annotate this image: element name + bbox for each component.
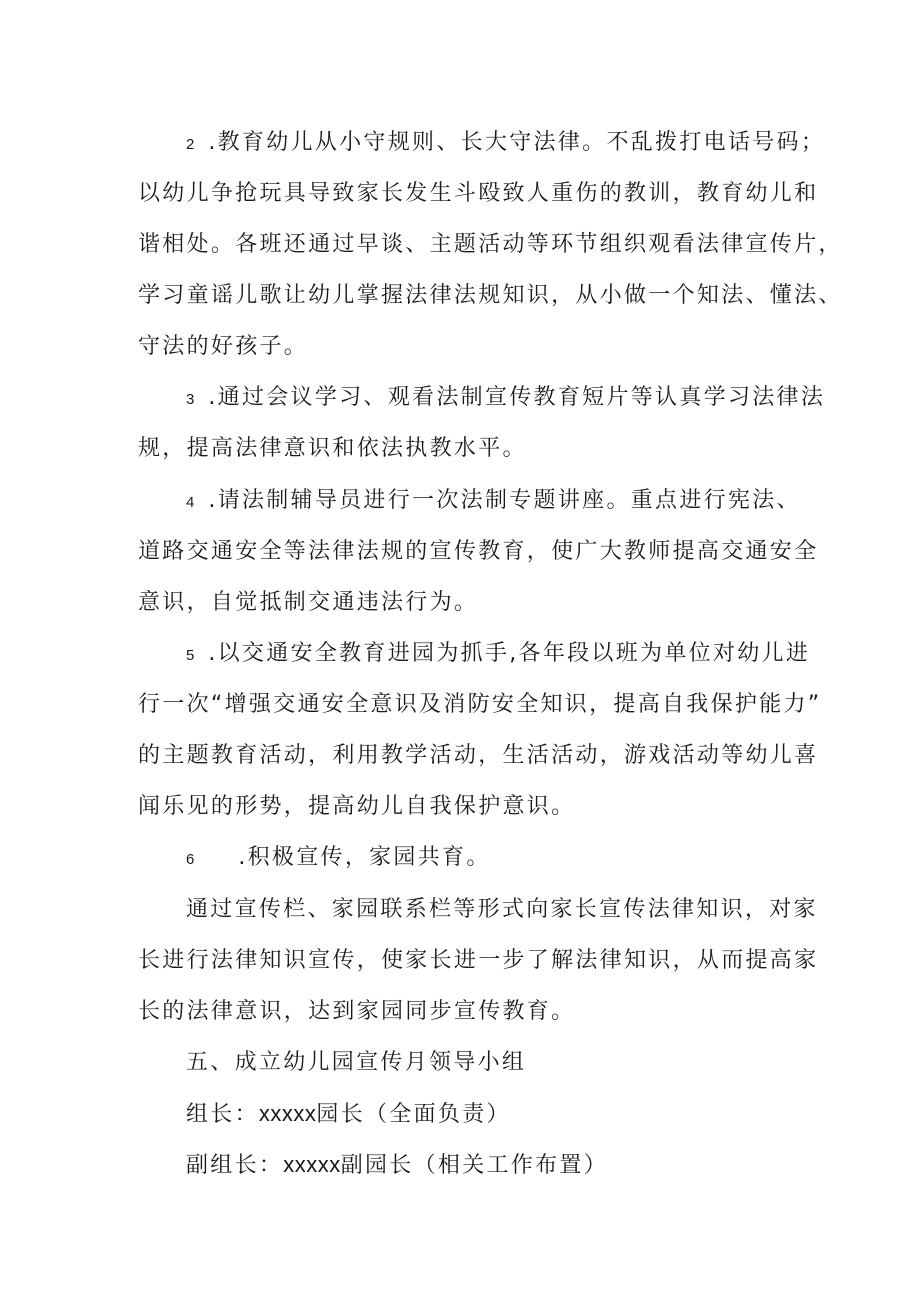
- item-number: 5: [186, 647, 195, 664]
- item-5-line-2: 行一次“增强交通安全意识及消防安全知识，提高自我保护能力”: [138, 692, 822, 717]
- item-5-line-4: 闻乐见的形势，提高幼儿自我保护意识。: [138, 794, 576, 819]
- item-4-line-1: 4 .请法制辅导员进行一次法制专题讲座。重点进行宪法、: [186, 486, 801, 518]
- section-five-heading: 五、成立幼儿园宣传月领导小组: [186, 1050, 527, 1075]
- leader-label: 组长：: [186, 1102, 259, 1127]
- item-5-line-3: 的主题教育活动，利用教学活动，生活活动，游戏活动等幼儿喜: [138, 743, 819, 768]
- item-2-line-1: 2 .教育幼儿从小守规则、长大守法律。不乱拨打电话号码；: [186, 128, 825, 160]
- item-2-line-4: 学习童谣儿歌让幼儿掌握法律法规知识，从小做一个知法、懂法、: [138, 283, 843, 308]
- item-2-line-2: 以幼儿争抢玩具导致家长发生斗殴致人重伤的教训，教育幼儿和: [138, 181, 819, 206]
- item-number: 6: [186, 851, 195, 868]
- home-paragraph-line-2: 长进行法律知识宣传，使家长进一步了解法律知识，从而提高家: [138, 948, 819, 973]
- deputy-leader-title: 副园长（相关工作布置）: [340, 1153, 609, 1178]
- leader-line: [186, 1099, 511, 1130]
- item-4-line-2: 道路交通安全等法律法规的宣传教育，使广大教师提高交通安全: [138, 539, 819, 564]
- leader-name: xxxxx: [258, 1101, 317, 1126]
- item-2-line-3: 谐相处。各班还通过早谈、主题活动等环节组织观看法律宣传片，: [138, 232, 843, 257]
- item-4-line-3: 意识，自觉抵制交通违法行为。: [138, 590, 479, 615]
- item-number: 3: [186, 391, 195, 408]
- leader-title: 园长（全面负责）: [316, 1102, 511, 1127]
- item-2-line-5: 守法的好孩子。: [138, 334, 309, 359]
- home-paragraph-line-1: 通过宣传栏、家园联系栏等形式向家长宣传法律知识，对家: [186, 897, 818, 922]
- home-paragraph-line-3: 长的法律意识，达到家园同步宣传教育。: [138, 999, 576, 1024]
- item-3-line-2: 规，提高法律意识和依法执教水平。: [138, 436, 527, 461]
- deputy-leader-line: [186, 1150, 608, 1181]
- deputy-leader-label: 副组长：: [186, 1153, 284, 1178]
- deputy-leader-name: xxxxx: [283, 1152, 341, 1177]
- item-6-line-1: 6 .积极宣传，家园共育。: [186, 843, 491, 875]
- item-5-line-1: 5 .以交通安全教育进园为抓手,各年段以班为单位对幼儿进: [186, 639, 810, 671]
- item-number: 2: [186, 136, 195, 153]
- item-number: 4: [186, 494, 195, 511]
- item-3-line-1: 3 .通过会议学习、观看法制宣传教育短片等认真学习法律法: [186, 383, 825, 415]
